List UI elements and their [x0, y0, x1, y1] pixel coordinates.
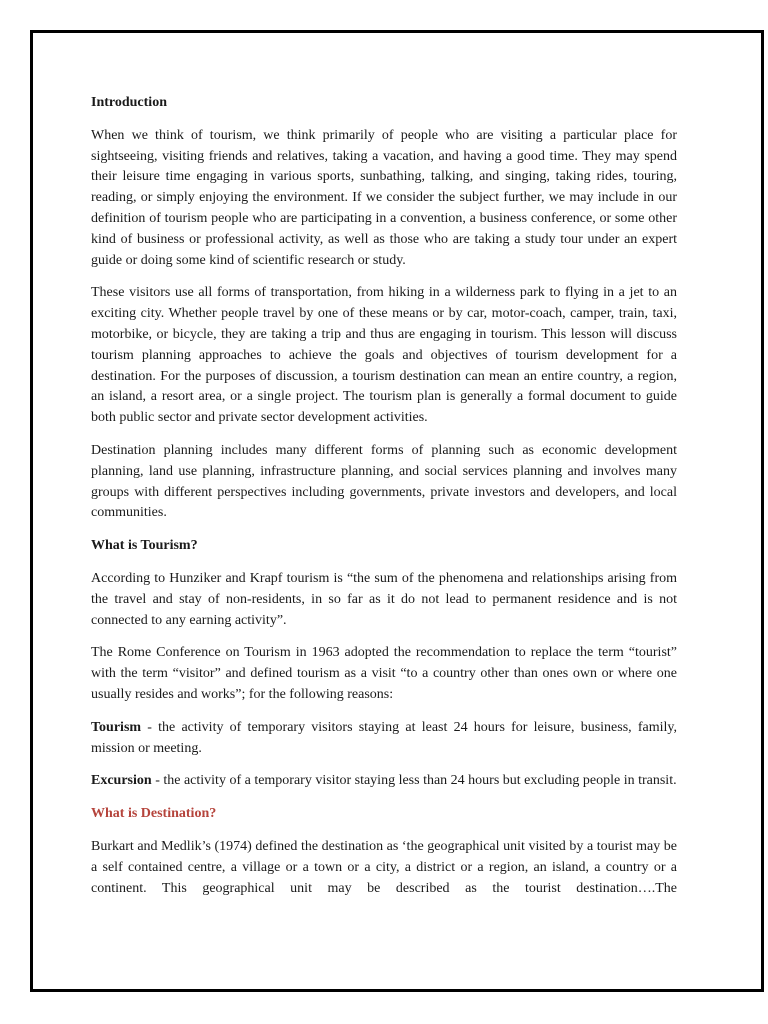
excursion-term: Excursion: [91, 773, 152, 789]
introduction-paragraph-1: When we think of tourism, we think primarily of people who are visiting a particular place for sightseeing, visiting friends and relatives, taking a vacation, and having a good time. They may spend their leisure time engaging in various sports, sunbathing, talking, and singing, taking rides, touring, reading, or simply enjoying the environment. If we consider the subject further, we may include in our definition of tourism people who are participating in a convention, a business conference, or some other kind of business or professional activity, as well as those who are taking a study tour under an expert guide or doing some kind of scientific research or study.: [91, 127, 677, 268]
excursion-definition-item: [91, 771, 677, 792]
destination-definition-paragraph: Burkart and Medlik’s (1974) defined the destination as ‘the geographical unit visited by a tourist may be a self contained centre, a village or a town or a city, a district or a region, an island, a country or a continent. This geographical unit may be described as the tourist destination….The: [91, 838, 677, 896]
introduction-paragraph-2: These visitors use all forms of transportation, from hiking in a wilderness park to flying in a jet to an exciting city. Whether people travel by one of these means or by car, motor-coach, camper, train, taxi, motorbike, or bicycle, they are taking a trip and thus are engaging in tourism. This lesson will discuss tourism planning approaches to achieve the goals and objectives of tourism development for a destination. For the purposes of discussion, a tourism destination can mean an entire country, a region, an island, a resort area, or a single project. The tourism plan is generally a formal document to guide both public sector and private sector development activities.: [91, 285, 677, 426]
what-is-tourism-heading: What is Tourism?: [91, 538, 198, 554]
tourism-term-description: - the activity of temporary visitors staying at least 24 hours for leisure, business, family, mission or meeting.: [91, 719, 677, 756]
tourism-definition-item: [91, 718, 677, 760]
what-is-destination-heading: What is Destination?: [91, 806, 217, 822]
introduction-heading: Introduction: [91, 95, 167, 110]
introduction-paragraph-3: Destination planning includes many different forms of planning such as economic development planning, land use planning, infrastructure planning, and social services planning and involves many groups with different perspectives including governments, private investors and developers, and local communities.: [91, 442, 677, 521]
document-body: [91, 93, 677, 911]
excursion-term-description: - the activity of a temporary visitor staying less than 24 hours but excluding people in transit.: [151, 773, 677, 789]
rome-conference-paragraph: The Rome Conference on Tourism in 1963 adopted the recommendation to replace the term “tourist” with the term “visitor” and defined tourism as a visit “to a country other than ones own or where one usually resides and works”; for the following reasons:: [91, 645, 677, 702]
tourism-definition-paragraph: According to Hunziker and Krapf tourism is “the sum of the phenomena and relationships arising from the travel and stay of non-residents, in so far as it do not lead to permanent residence and is not connected to any earning activity”.: [91, 570, 677, 628]
tourism-term: Tourism: [91, 719, 142, 735]
